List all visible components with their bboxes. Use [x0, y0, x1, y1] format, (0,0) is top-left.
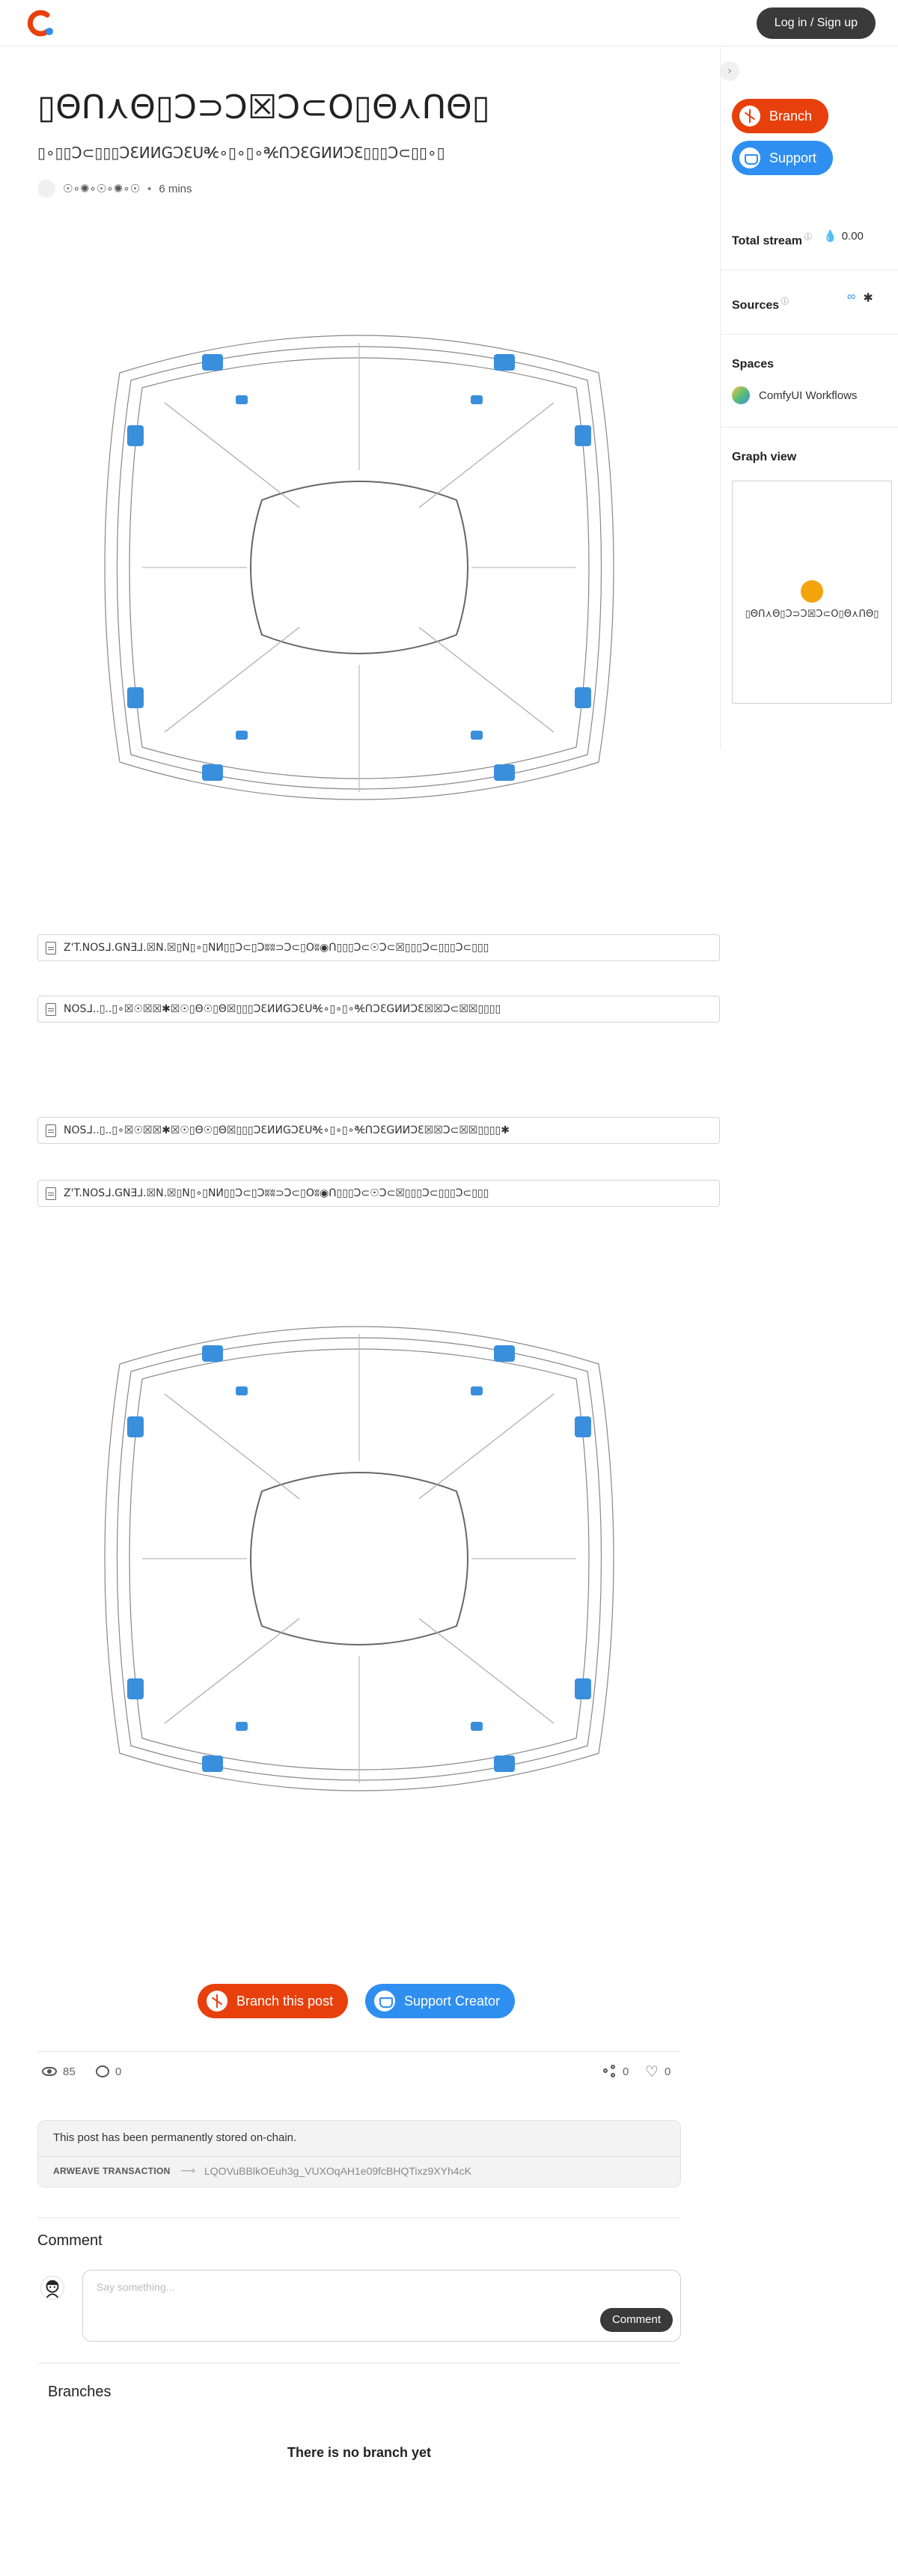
divider: [37, 2217, 681, 2218]
spaces-label: Spaces: [732, 358, 775, 371]
drop-icon: 💧: [823, 230, 837, 243]
comments-stat[interactable]: [96, 2060, 121, 2083]
graph-node[interactable]: [801, 580, 823, 603]
comments-count: 0: [115, 2065, 122, 2078]
attachment-file-name: Z'T.NOSᒧ.GNƎ⅃.☒N.☒▯N▯∘▯NИ▯▯Ͻ⊂▯Ͻʬʬ⊃Ͻ⊂▯Oʬ◉Ո▯▯▯Ͻ⊂☉Ͻ⊂☒▯▯▯Ͻ⊂▯▯▯Ͻ⊂▯▯▯: [64, 942, 489, 954]
branch-this-post-button[interactable]: [198, 1984, 348, 2018]
graph-node-label: ▯ΘՈ⋏Θ▯Ɔ⊃Ͻ☒Ͻ⊂Ο▯Θ⋏ՈΘ▯: [745, 609, 879, 620]
shares-count: 0: [623, 2065, 629, 2078]
attachment-file-1[interactable]: [37, 934, 720, 961]
graph-view-label: Graph view: [732, 451, 797, 463]
divider: [37, 2051, 681, 2052]
meta-separator: •: [147, 182, 152, 195]
post-meta: [37, 180, 192, 198]
user-avatar: [40, 2276, 64, 2300]
info-icon[interactable]: ⓘ: [801, 234, 812, 242]
like-stat[interactable]: [645, 2060, 671, 2083]
file-icon: [46, 1187, 56, 1200]
sidebar-branch-button[interactable]: [732, 99, 828, 133]
sidebar-support-label: Support: [769, 150, 817, 165]
support-icon: [374, 1991, 395, 2012]
page-subtitle: ▯∘▯▯Ͻ⊂▯▯▯ϽƐИИGϽƐՍ℀∘▯∘▯∘℀ՈϽƐGИИϽƐ▯▯▯Ͻ⊂▯▯∘▯: [37, 144, 445, 162]
attachment-file-3[interactable]: [37, 1117, 720, 1144]
app-logo[interactable]: [22, 6, 57, 40]
branches-section-title: Branches: [48, 2384, 112, 2400]
author-avatar[interactable]: [37, 180, 55, 198]
attachment-file-2[interactable]: [37, 996, 720, 1023]
arweave-transaction-label: ARWEAVE TRANSACTION: [53, 2166, 171, 2176]
attachment-file-name: NOSᒧ..▯..▯∘☒☉☒☒✱☒☉▯Θ☉▯Θ☒▯▯▯ϽƐИИGϽƐՍ℀∘▯∘▯∘℀ՈϽƐGИИϽƐ☒☒Ͻ⊂☒☒▯▯▯▯: [64, 1003, 501, 1015]
workflow-artwork-image: [75, 1274, 644, 1843]
page-title: ▯ΘՈ⋏Θ▯Ɔ⊃Ͻ☒Ͻ⊂Ο▯Θ⋏ՈΘ▯: [37, 88, 490, 127]
sidebar-branch-label: Branch: [769, 108, 813, 124]
onchain-storage-box: [37, 2120, 681, 2187]
file-icon: [46, 942, 56, 954]
comment-section-title: Comment: [37, 2232, 103, 2249]
branch-icon: [739, 106, 760, 127]
author-handle[interactable]: ☉∘✺∘☉∘✺∘☉: [63, 183, 141, 195]
octopus-icon[interactable]: ✱: [863, 292, 873, 305]
space-item[interactable]: [732, 386, 857, 404]
graph-view[interactable]: [732, 481, 892, 704]
likes-count: 0: [664, 2065, 671, 2078]
top-bar: [0, 0, 898, 46]
attachment-file-4[interactable]: [37, 1180, 720, 1207]
share-icon: [603, 2065, 617, 2078]
infinity-icon[interactable]: ∞: [847, 290, 856, 303]
divider: [38, 2156, 680, 2157]
views-count: 85: [63, 2065, 76, 2078]
attachment-file-name: NOSᒧ..▯..▯∘☒☉☒☒✱☒☉▯Θ☉▯Θ☒▯▯▯ϽƐИИGϽƐՍ℀∘▯∘▯∘℀ՈϽƐGИИϽƐ☒☒Ͻ⊂☒☒▯▯▯▯✱: [64, 1124, 510, 1136]
workflow-artwork-image: [75, 283, 644, 852]
share-stat[interactable]: [603, 2060, 629, 2083]
support-icon: [739, 147, 760, 168]
login-signup-button[interactable]: Log in / Sign up: [757, 7, 876, 39]
info-icon[interactable]: ⓘ: [779, 298, 789, 306]
views-stat: [42, 2060, 76, 2083]
branch-icon: [207, 1991, 227, 2012]
submit-comment-button[interactable]: Comment: [600, 2308, 673, 2332]
space-icon: [732, 386, 750, 404]
support-creator-label: Support Creator: [404, 1993, 501, 2009]
read-time: 6 mins: [159, 182, 192, 195]
source-icons: [847, 290, 873, 305]
heart-icon: ♡: [645, 2062, 659, 2080]
attachment-file-name: Z'T.NOSᒧ.GNƎ⅃.☒N.☒▯N▯∘▯NИ▯▯Ͻ⊂▯Ͻʬʬ⊃Ͻ⊂▯Oʬ◉Ո▯▯▯Ͻ⊂☉Ͻ⊂☒▯▯▯Ͻ⊂▯▯▯Ͻ⊂▯▯▯: [64, 1187, 489, 1199]
branch-this-post-label: Branch this post: [236, 1993, 334, 2009]
chevron-right-icon[interactable]: ›: [720, 61, 739, 81]
arweave-transaction-link[interactable]: LQOVuBBlkOEuh3g_VUXOqAH1e09fcBHQTixz9XYh4cK: [204, 2165, 471, 2177]
space-name: ComfyUI Workflows: [759, 389, 858, 402]
eye-icon: [42, 2067, 57, 2076]
comment-input[interactable]: [82, 2270, 681, 2342]
divider: [721, 334, 898, 335]
total-stream-label: Total stream ⓘ: [732, 234, 812, 248]
total-stream-value: 💧 0.00: [823, 229, 864, 243]
no-branches-message: There is no branch yet: [287, 2445, 432, 2460]
post-stats: [37, 2060, 681, 2083]
comment-icon: [96, 2065, 109, 2077]
sidebar-support-button[interactable]: [732, 141, 833, 175]
arrow-right-icon: ⟶: [180, 2164, 196, 2176]
sources-label: Sources ⓘ: [732, 298, 789, 312]
comment-placeholder: Say something...: [97, 2281, 175, 2293]
support-creator-button[interactable]: [365, 1984, 515, 2018]
onchain-message: This post has been permanently stored on-chain.: [53, 2131, 297, 2144]
file-icon: [46, 1003, 56, 1016]
file-icon: [46, 1124, 56, 1137]
